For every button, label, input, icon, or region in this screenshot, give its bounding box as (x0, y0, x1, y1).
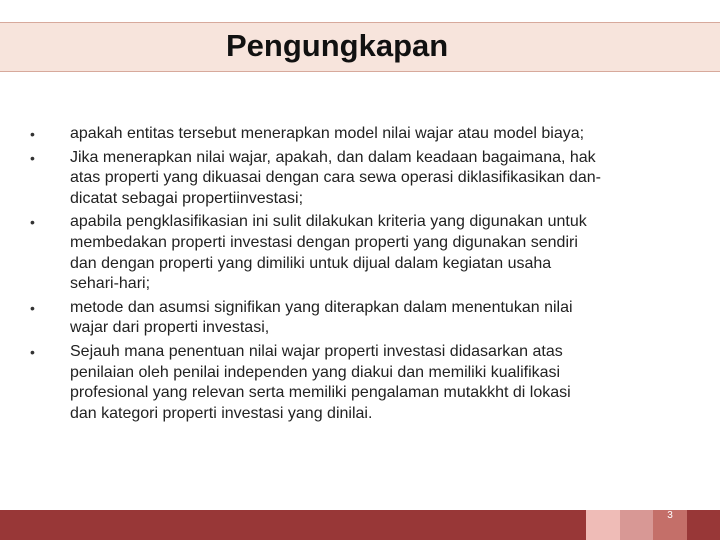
bullet-line: apabila pengklasifikasian ini sulit dilakukan kriteria yang digunakan untuk (70, 213, 587, 231)
bullet-line: profesional yang relevan serta memiliki pengalaman mutakkht di lokasi (70, 384, 571, 402)
bullet-dot: • (30, 343, 35, 360)
bullet-item (30, 212, 680, 294)
bullet-dot: • (30, 126, 35, 142)
bullet-line: Sejauh mana penentuan nilai wajar properti investasi didasarkan atas (70, 342, 563, 360)
bullet-dot: • (30, 299, 35, 316)
bullet-item (30, 124, 680, 145)
bullet-line: wajar dari properti investasi, (70, 319, 270, 337)
bullet-dot: • (30, 149, 35, 166)
bullet-list (30, 124, 680, 424)
footer-main-band (0, 510, 586, 540)
footer-segment-light (586, 510, 620, 540)
slide-title: Pengungkapan (226, 28, 449, 63)
bullet-dot: • (30, 214, 35, 231)
bullet-line: dan kategori properti investasi yang dinilai. (70, 404, 373, 422)
bullet-line: atas properti yang dikuasai dengan cara sewa operasi diklasifikasikan dan- (70, 169, 601, 187)
footer-bar (0, 510, 720, 540)
slide-content (30, 124, 680, 427)
bullet-item (30, 148, 680, 210)
bullet-line: sehari-hari; (70, 275, 151, 293)
bullet-item (30, 298, 680, 339)
bullet-line: membedakan properti investasi dengan properti yang digunakan sendiri (70, 233, 578, 251)
bullet-line: metode dan asumsi signifikan yang diterapkan dalam menentukan nilai (70, 298, 573, 316)
bullet-line: Jika menerapkan nilai wajar, apakah, dan dalam keadaan bagaimana, hak (70, 148, 596, 166)
title-band (0, 22, 720, 72)
footer-segment-medium (620, 510, 653, 540)
bullet-line: dan dengan properti yang dimiliki untuk dijual dalam kegiatan usaha (70, 254, 552, 272)
bullet-line: penilaian oleh penilai independen yang diakui dan memiliki kualifikasi (70, 363, 561, 381)
bullet-line: apakah entitas tersebut menerapkan model nilai wajar atau model biaya; (70, 125, 585, 142)
bullet-line: dicatat sebagai propertiinvestasi; (70, 189, 304, 207)
page-number: 3 (667, 510, 673, 521)
bullet-item (30, 342, 680, 424)
footer-segment-dark (687, 510, 720, 540)
